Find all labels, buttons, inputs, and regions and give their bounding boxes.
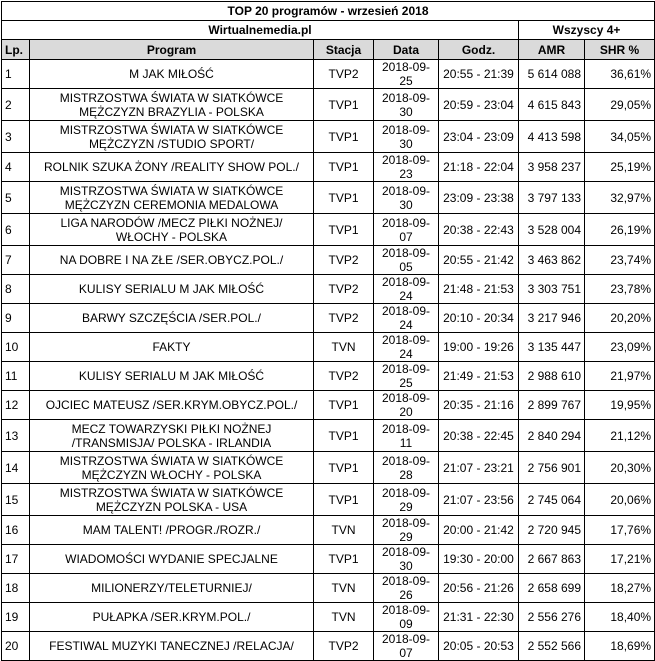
row-amr: 3 528 004 [519, 214, 585, 246]
row-amr: 2 720 945 [519, 516, 585, 545]
row-stacja: TVP2 [314, 60, 374, 89]
row-program: KULISY SERIALU M JAK MIŁOŚĆ [30, 362, 314, 391]
row-godz: 23:04 - 23:09 [439, 121, 519, 153]
row-stacja: TVP1 [314, 214, 374, 246]
row-lp: 4 [2, 153, 30, 182]
table-row [2, 452, 655, 484]
row-godz: 21:07 - 23:21 [439, 452, 519, 484]
row-stacja: TVP2 [314, 632, 374, 661]
row-stacja: TVP1 [314, 452, 374, 484]
row-amr: 2 756 901 [519, 452, 585, 484]
row-data: 2018-09-30 [374, 121, 439, 153]
row-lp: 14 [2, 452, 30, 484]
table-row [2, 362, 655, 391]
row-program: NA DOBRE I NA ZŁE /SER.OBYCZ.POL./ [30, 246, 314, 275]
row-program: WIADOMOŚCI WYDANIE SPECJALNE [30, 545, 314, 574]
row-shr: 25,19% [585, 153, 655, 182]
source-label: Wirtualnemedia.pl [2, 21, 519, 40]
row-stacja: TVN [314, 516, 374, 545]
row-stacja: TVN [314, 603, 374, 632]
row-program: MAM TALENT! /PROGR./ROZR./ [30, 516, 314, 545]
row-amr: 2 745 064 [519, 484, 585, 516]
row-program: FESTIWAL MUZYKI TANECZNEJ /RELACJA/ [30, 632, 314, 661]
row-shr: 19,95% [585, 391, 655, 420]
row-lp: 11 [2, 362, 30, 391]
row-godz: 20:35 - 21:16 [439, 391, 519, 420]
title-row [2, 2, 655, 21]
col-header-stacja: Stacja [314, 40, 374, 60]
row-shr: 23,74% [585, 246, 655, 275]
table-title: TOP 20 programów - wrzesień 2018 [2, 2, 655, 21]
row-godz: 21:48 - 21:53 [439, 275, 519, 304]
row-lp: 9 [2, 304, 30, 333]
row-godz: 20:10 - 20:34 [439, 304, 519, 333]
row-program: MISTRZOSTWA ŚWIATA W SIATKÓWCE MĘŻCZYZN WŁOCHY - POLSKA [30, 452, 314, 484]
row-stacja: TVP1 [314, 153, 374, 182]
row-data: 2018-09-11 [374, 420, 439, 452]
row-data: 2018-09-28 [374, 452, 439, 484]
row-shr: 21,12% [585, 420, 655, 452]
source-row [2, 21, 655, 40]
row-lp: 2 [2, 89, 30, 121]
row-data: 2018-09-30 [374, 545, 439, 574]
row-shr: 21,97% [585, 362, 655, 391]
table-row [2, 182, 655, 214]
row-godz: 20:59 - 23:04 [439, 89, 519, 121]
row-shr: 26,19% [585, 214, 655, 246]
row-amr: 2 556 276 [519, 603, 585, 632]
row-shr: 32,97% [585, 182, 655, 214]
row-amr: 3 217 946 [519, 304, 585, 333]
row-godz: 20:05 - 20:53 [439, 632, 519, 661]
row-data: 2018-09-09 [374, 603, 439, 632]
row-amr: 2 552 566 [519, 632, 585, 661]
row-data: 2018-09-29 [374, 516, 439, 545]
row-stacja: TVP1 [314, 420, 374, 452]
row-data: 2018-09-30 [374, 89, 439, 121]
row-stacja: TVN [314, 574, 374, 603]
table-row [2, 60, 655, 89]
row-godz: 20:55 - 21:39 [439, 60, 519, 89]
row-amr: 4 615 843 [519, 89, 585, 121]
table-row [2, 420, 655, 452]
row-godz: 20:56 - 21:26 [439, 574, 519, 603]
ratings-table [1, 1, 655, 661]
row-data: 2018-09-25 [374, 60, 439, 89]
header-row [2, 40, 655, 60]
row-lp: 1 [2, 60, 30, 89]
row-program: OJCIEC MATEUSZ /SER.KRYM.OBYCZ.POL./ [30, 391, 314, 420]
table-row [2, 89, 655, 121]
row-stacja: TVN [314, 333, 374, 362]
row-amr: 2 988 610 [519, 362, 585, 391]
row-program: M JAK MIŁOŚĆ [30, 60, 314, 89]
row-amr: 4 413 598 [519, 121, 585, 153]
row-program: MISTRZOSTWA ŚWIATA W SIATKÓWCE MĘŻCZYZN /STUDIO SPORT/ [30, 121, 314, 153]
row-shr: 20,30% [585, 452, 655, 484]
row-godz: 23:09 - 23:38 [439, 182, 519, 214]
row-stacja: TVP2 [314, 246, 374, 275]
row-amr: 3 135 447 [519, 333, 585, 362]
row-stacja: TVP2 [314, 362, 374, 391]
row-shr: 18,69% [585, 632, 655, 661]
row-data: 2018-09-30 [374, 182, 439, 214]
row-program: MISTRZOSTWA ŚWIATA W SIATKÓWCE MĘŻCZYZN POLSKA - USA [30, 484, 314, 516]
row-godz: 20:55 - 21:42 [439, 246, 519, 275]
row-shr: 23,09% [585, 333, 655, 362]
col-header-amr: AMR [519, 40, 585, 60]
table-row [2, 275, 655, 304]
table-row [2, 632, 655, 661]
col-header-godz: Godz. [439, 40, 519, 60]
row-stacja: TVP2 [314, 275, 374, 304]
row-shr: 34,05% [585, 121, 655, 153]
row-lp: 12 [2, 391, 30, 420]
row-lp: 19 [2, 603, 30, 632]
row-shr: 17,76% [585, 516, 655, 545]
col-header-data: Data [374, 40, 439, 60]
row-stacja: TVP1 [314, 121, 374, 153]
row-stacja: TVP1 [314, 391, 374, 420]
row-amr: 3 958 237 [519, 153, 585, 182]
row-amr: 5 614 088 [519, 60, 585, 89]
row-stacja: TVP1 [314, 545, 374, 574]
row-program: MISTRZOSTWA ŚWIATA W SIATKÓWCE MĘŻCZYZN BRAZYLIA - POLSKA [30, 89, 314, 121]
row-lp: 17 [2, 545, 30, 574]
row-stacja: TVP1 [314, 484, 374, 516]
row-program: BARWY SZCZĘŚCIA /SER.POL./ [30, 304, 314, 333]
table-row [2, 333, 655, 362]
row-program: FAKTY [30, 333, 314, 362]
row-shr: 23,78% [585, 275, 655, 304]
row-lp: 7 [2, 246, 30, 275]
row-amr: 2 658 699 [519, 574, 585, 603]
row-stacja: TVP1 [314, 89, 374, 121]
row-data: 2018-09-23 [374, 153, 439, 182]
table-row [2, 304, 655, 333]
row-lp: 15 [2, 484, 30, 516]
row-lp: 16 [2, 516, 30, 545]
table-row [2, 484, 655, 516]
row-data: 2018-09-07 [374, 632, 439, 661]
row-amr: 2 667 863 [519, 545, 585, 574]
row-program: MISTRZOSTWA ŚWIATA W SIATKÓWCE MĘŻCZYZN CEREMONIA MEDALOWA [30, 182, 314, 214]
row-amr: 2 840 294 [519, 420, 585, 452]
row-lp: 10 [2, 333, 30, 362]
row-lp: 8 [2, 275, 30, 304]
row-godz: 21:18 - 22:04 [439, 153, 519, 182]
row-amr: 3 463 862 [519, 246, 585, 275]
row-program: PUŁAPKA /SER.KRYM.POL./ [30, 603, 314, 632]
row-data: 2018-09-26 [374, 574, 439, 603]
row-shr: 20,20% [585, 304, 655, 333]
row-data: 2018-09-29 [374, 484, 439, 516]
row-program: LIGA NARODÓW /MECZ PIŁKI NOŻNEJ/ WŁOCHY - POLSKA [30, 214, 314, 246]
table-row [2, 574, 655, 603]
table-row [2, 121, 655, 153]
row-program: KULISY SERIALU M JAK MIŁOŚĆ [30, 275, 314, 304]
row-amr: 2 899 767 [519, 391, 585, 420]
row-data: 2018-09-24 [374, 275, 439, 304]
row-shr: 18,27% [585, 574, 655, 603]
table-row [2, 391, 655, 420]
row-shr: 29,05% [585, 89, 655, 121]
row-godz: 21:49 - 21:53 [439, 362, 519, 391]
table-row [2, 246, 655, 275]
row-shr: 20,06% [585, 484, 655, 516]
row-lp: 3 [2, 121, 30, 153]
row-stacja: TVP1 [314, 182, 374, 214]
row-amr: 3 797 133 [519, 182, 585, 214]
row-shr: 36,61% [585, 60, 655, 89]
row-godz: 19:00 - 19:26 [439, 333, 519, 362]
row-data: 2018-09-24 [374, 333, 439, 362]
row-data: 2018-09-07 [374, 214, 439, 246]
row-data: 2018-09-25 [374, 362, 439, 391]
row-godz: 20:38 - 22:45 [439, 420, 519, 452]
row-godz: 20:38 - 22:43 [439, 214, 519, 246]
row-godz: 20:00 - 21:42 [439, 516, 519, 545]
audience-label: Wszyscy 4+ [519, 21, 655, 40]
row-stacja: TVP2 [314, 304, 374, 333]
table-row [2, 214, 655, 246]
row-program: MILIONERZY/TELETURNIEJ/ [30, 574, 314, 603]
table-row [2, 545, 655, 574]
row-program: ROLNIK SZUKA ŻONY /REALITY SHOW POL./ [30, 153, 314, 182]
row-godz: 21:31 - 22:30 [439, 603, 519, 632]
row-lp: 5 [2, 182, 30, 214]
col-header-program: Program [30, 40, 314, 60]
row-lp: 13 [2, 420, 30, 452]
table-row [2, 153, 655, 182]
row-data: 2018-09-24 [374, 304, 439, 333]
row-amr: 3 303 751 [519, 275, 585, 304]
row-lp: 20 [2, 632, 30, 661]
row-lp: 18 [2, 574, 30, 603]
row-godz: 21:07 - 23:56 [439, 484, 519, 516]
row-data: 2018-09-05 [374, 246, 439, 275]
row-godz: 19:30 - 20:00 [439, 545, 519, 574]
row-data: 2018-09-20 [374, 391, 439, 420]
col-header-lp: Lp. [2, 40, 30, 60]
col-header-shr: SHR % [585, 40, 655, 60]
table-row [2, 603, 655, 632]
table-row [2, 516, 655, 545]
row-shr: 17,21% [585, 545, 655, 574]
row-shr: 18,40% [585, 603, 655, 632]
row-program: MECZ TOWARZYSKI PIŁKI NOŻNEJ /TRANSMISJA/ POLSKA - IRLANDIA [30, 420, 314, 452]
row-lp: 6 [2, 214, 30, 246]
